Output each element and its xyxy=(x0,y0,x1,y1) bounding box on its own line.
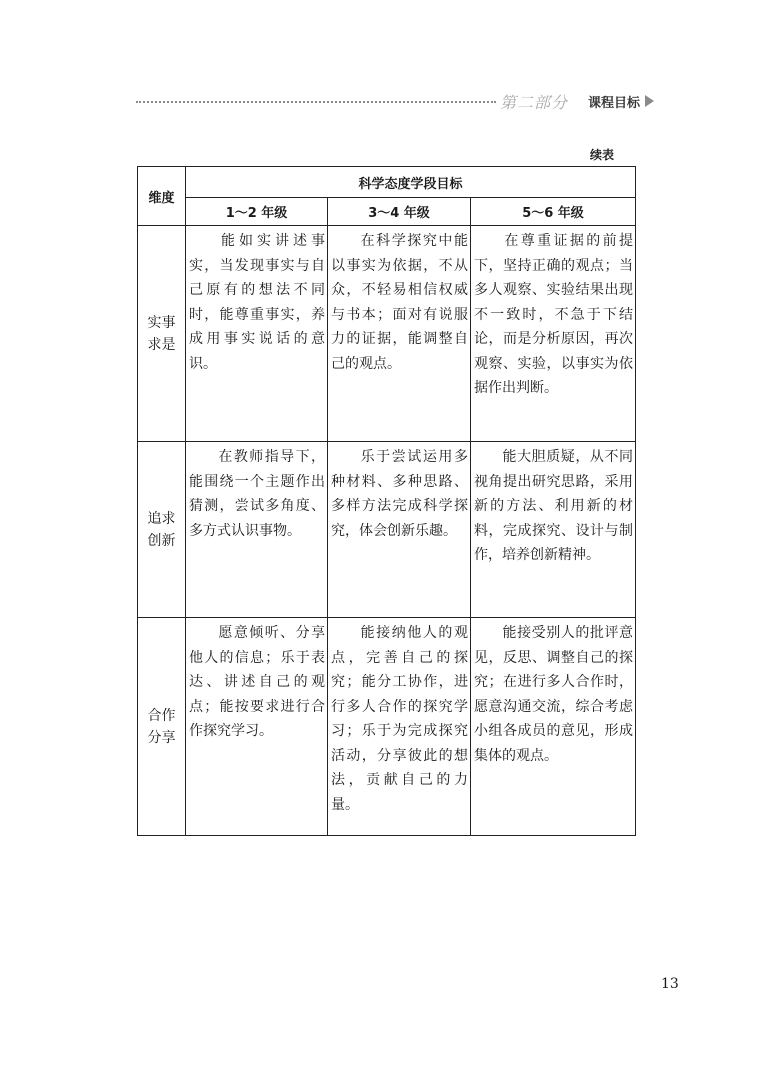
goal-cell xyxy=(471,442,636,618)
goal-text: 在教师指导下，能围绕一个主题作出猜测，尝试多角度、多方式认识事物。 xyxy=(189,449,325,539)
dimension-cell xyxy=(138,442,186,618)
running-header xyxy=(136,88,656,112)
goal-text: 在尊重证据的前提下，坚持正确的观点；当多人观察、实验结果出现不一致时，不急于下结论，而是分析原因，再次观察、实验，以事实为依据作出判断。 xyxy=(474,233,634,396)
dimension-cell xyxy=(138,618,186,836)
dimension-label: 合作 分享 xyxy=(147,707,176,746)
goal-cell xyxy=(186,618,328,836)
grade-header-5-6: 5～6 年级 xyxy=(471,198,636,226)
goal-cell xyxy=(328,618,471,836)
table-row xyxy=(138,442,636,618)
goal-text: 愿意倾听、分享他人的信息；乐于表达、讲述自己的观点；能按要求进行合作探究学习。 xyxy=(189,625,325,739)
grade-header-3-4: 3～4 年级 xyxy=(328,198,471,226)
goal-text: 能接受别人的批评意见，反思、调整自己的探究；在进行多人合作时，愿意沟通交流，综合考虑小组各成员的意见，形成集体的观点。 xyxy=(474,625,634,764)
continued-label: 续表 xyxy=(590,148,615,162)
dimension-label: 实事 求是 xyxy=(147,314,176,353)
header-dotted-rule xyxy=(136,101,496,103)
goal-text: 能如实讲述事实，当发现事实与自己原有的想法不同时，能尊重事实，养成用事实说话的意识。 xyxy=(189,233,325,372)
dimension-label: 追求 创新 xyxy=(147,510,176,549)
group-header: 科学态度学段目标 xyxy=(186,167,636,198)
goal-cell xyxy=(186,226,328,442)
goal-cell xyxy=(328,226,471,442)
goal-text: 能大胆质疑，从不同视角提出研究思路，采用新的方法、利用新的材料，完成探究、设计与制作，培养创新精神。 xyxy=(474,449,634,563)
header-chapter: 课程目标 xyxy=(587,96,640,111)
dimension-header: 维度 xyxy=(138,167,186,226)
goal-cell xyxy=(471,226,636,442)
page-number: 13 xyxy=(661,976,679,992)
grade-header-1-2: 1～2 年级 xyxy=(186,198,328,226)
table-row xyxy=(138,618,636,836)
attitude-goals-table xyxy=(137,166,636,836)
goal-text: 乐于尝试运用多种材料、多种思路、多样方法完成科学探究，体会创新乐趣。 xyxy=(331,449,468,539)
goal-cell xyxy=(471,618,636,836)
goal-text: 能接纳他人的观点，完善自己的探究；能分工协作，进行多人合作的探究学习；乐于为完成探究活动，分享彼此的想法，贡献自己的力量。 xyxy=(331,625,468,813)
goal-cell xyxy=(328,442,471,618)
header-arrow-icon xyxy=(645,95,654,107)
header-section: 第二部分 xyxy=(499,93,568,112)
dimension-cell xyxy=(138,226,186,442)
table-row xyxy=(138,226,636,442)
goal-text: 在科学探究中能以事实为依据，不从众，不轻易相信权威与书本；面对有说服力的证据，能调整自己的观点。 xyxy=(331,233,468,372)
goal-cell xyxy=(186,442,328,618)
